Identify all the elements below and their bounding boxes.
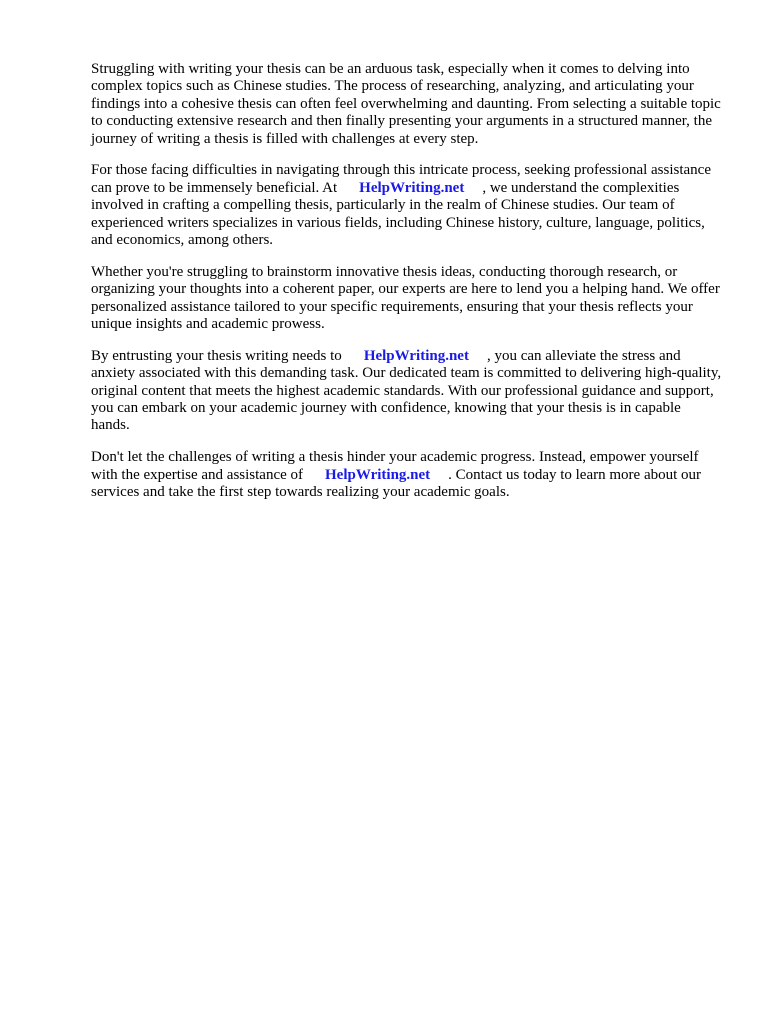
- paragraph-intro: [91, 61, 723, 148]
- document-body: [91, 61, 723, 516]
- paragraph-experts-text: Whether you're struggling to brainstorm innovative thesis ideas, conducting thorough research, or organizing your thoughts into a coherent paper, our experts are here to lend you a helping hand. We offer personalized assistance tailored to your specific requirements, ensuring that your thesis reflects your unique insights and academic prowess.: [91, 263, 720, 333]
- paragraph-entrusting: [91, 348, 723, 435]
- helpwriting-link[interactable]: HelpWriting.net: [325, 466, 431, 483]
- paragraph-entrusting-text-before: By entrusting your thesis writing needs to: [91, 347, 342, 364]
- paragraph-experts: [91, 264, 723, 334]
- paragraph-closing: [91, 449, 723, 501]
- paragraph-closing-text-after: . Contact us today to learn more about our services and take the first step towards realizing your academic goals.: [91, 466, 702, 501]
- paragraph-assistance-text-before: For those facing difficulties in navigating through this intricate process, seeking professional assistance can prove to be immensely beneficial. At: [91, 162, 711, 196]
- paragraph-closing-text-before: Don't let the challenges of writing a thesis hinder your academic progress. Instead, empower yourself with the expertise and assistance of: [91, 449, 699, 483]
- paragraph-assistance: [91, 162, 723, 249]
- paragraph-intro-text: Struggling with writing your thesis can be an arduous task, especially when it comes to delving into complex topics such as Chinese studies. The process of researching, analyzing, and articulating your findings into a cohesive thesis can often feel overwhelming and daunting. From selecting a suitable topic to conducting extensive research and then finally presenting your arguments in a structured manner, the journey of writing a thesis is filled with challenges at every step.: [91, 61, 721, 147]
- helpwriting-link[interactable]: HelpWriting.net: [359, 179, 465, 196]
- paragraph-assistance-text-after: , we understand the complexities involved in crafting a compelling thesis, particularly in the realm of Chinese studies. Our team of experienced writers specializes in various fields, including Chinese history, culture, language, politics, and economics, among others.: [91, 179, 705, 249]
- helpwriting-link[interactable]: HelpWriting.net: [363, 347, 469, 364]
- paragraph-entrusting-text-after: , you can alleviate the stress and anxiety associated with this demanding task. Our dedicated team is committed to delivering high-quality, original content that meets the highest academic standards. With our professional guidance and support, you can embark on your academic journey with confidence, knowing that your thesis is in capable hands.: [91, 347, 722, 434]
